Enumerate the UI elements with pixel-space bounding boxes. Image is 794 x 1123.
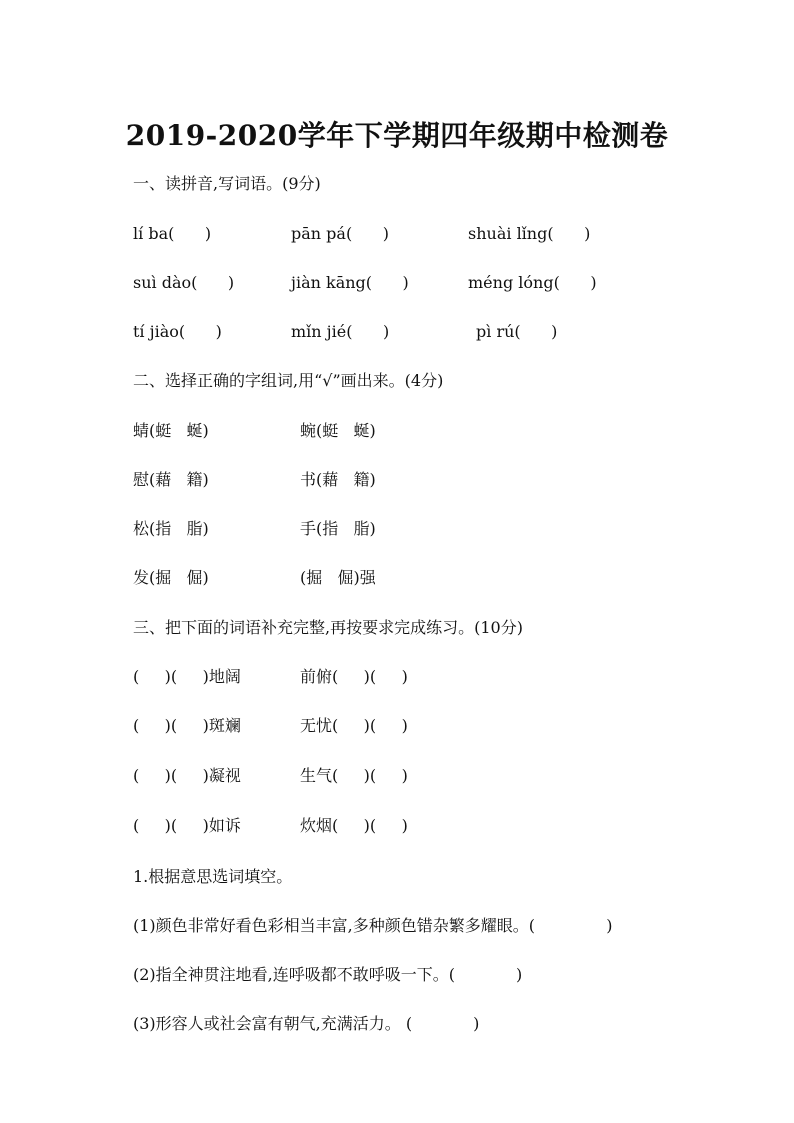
pinyin-item: pān pá( ): [291, 224, 389, 243]
word-choice-item: 发(掘 倔): [133, 568, 209, 587]
page-title: 2019-2020学年下学期四年级期中检测卷: [125, 119, 669, 152]
fill-in-question: (2)指全神贯注地看,连呼吸都不敢呼吸一下。( ): [133, 965, 523, 984]
pinyin-item: lí ba( ): [133, 224, 212, 243]
idiom-item: 前俯( )( ): [300, 667, 408, 686]
word-choice-item: 慰(藉 籍): [133, 470, 209, 489]
fill-in-question: (3)形容人或社会富有朝气,充满活力。 ( ): [133, 1014, 480, 1033]
pinyin-item: pì rú( ): [476, 322, 558, 341]
word-choice-item: 蜿(蜓 蜒): [300, 421, 376, 440]
sub-question-heading: 1.根据意思选词填空。: [133, 867, 293, 886]
word-choice-item: 松(指 脂): [133, 519, 209, 538]
idiom-item: ( )( )斑斓: [133, 716, 241, 735]
pinyin-item: shuài lǐng( ): [468, 224, 591, 243]
idiom-item: ( )( )如诉: [133, 816, 241, 835]
word-choice-item: 手(指 脂): [300, 519, 376, 538]
idiom-item: ( )( )凝视: [133, 766, 241, 785]
idiom-item: 生气( )( ): [300, 766, 408, 785]
word-choice-item: (掘 倔)强: [300, 568, 376, 587]
pinyin-item: méng lóng( ): [468, 273, 597, 292]
idiom-item: ( )( )地阔: [133, 667, 241, 686]
pinyin-item: suì dào( ): [133, 273, 235, 292]
section-3-heading: 三、把下面的词语补充完整,再按要求完成练习。(10分): [133, 618, 523, 637]
fill-in-question: (1)颜色非常好看色彩相当丰富,多种颜色错杂繁多耀眼。( ): [133, 916, 613, 935]
pinyin-item: tí jiào( ): [133, 322, 222, 341]
idiom-item: 无忧( )( ): [300, 716, 408, 735]
section-1-heading: 一、读拼音,写词语。(9分): [133, 174, 321, 193]
idiom-item: 炊烟( )( ): [300, 816, 408, 835]
word-choice-item: 蜻(蜓 蜒): [133, 421, 209, 440]
section-2-heading: 二、选择正确的字组词,用“√”画出来。(4分): [133, 371, 444, 390]
pinyin-item: mǐn jié( ): [291, 322, 390, 341]
pinyin-item: jiàn kāng( ): [291, 273, 409, 292]
word-choice-item: 书(藉 籍): [300, 470, 376, 489]
